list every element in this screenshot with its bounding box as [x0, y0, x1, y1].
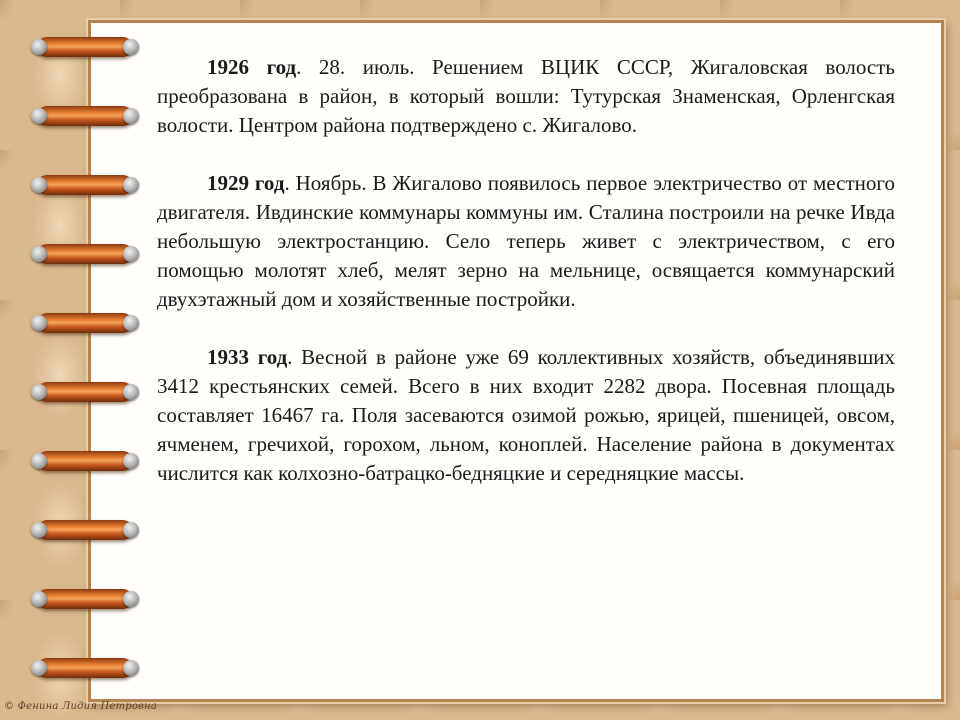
- paragraph-body: . 28. июль. Решением ВЦИК СССР, Жигаловская волость преобразована в район, в который вошли: Тутурская Знаменская, Орленгская волости. Центром района подтверждено с. Жигалово.: [157, 55, 895, 137]
- paragraph-body: . Весной в районе уже 69 коллективных хозяйств, объединявших 3412 крестьянских семей. Всего в них входит 2282 двора. Посевная площадь составляет 16467 га. Поля засеваются озимой рожью, ярицей, пшеницей, овсом, ячменем, гречихой, горохом, льном, коноплей. Население района в документах числится как колхозно-батрацко-бедняцкие и середняцкие массы.: [157, 345, 896, 485]
- paragraph-1926: [157, 53, 895, 140]
- paragraph-1933: [157, 343, 895, 488]
- binding-ring: [37, 175, 133, 195]
- binding-ring: [37, 244, 133, 264]
- year-heading: 1929 год: [207, 171, 285, 195]
- binding-ring: [37, 313, 133, 333]
- paragraph-body: . Ноябрь. В Жигалово появилось первое электричество от местного двигателя. Ивдинские коммунары коммуны им. Сталина построили на речке Ивда небольшую электростанцию. Село теперь живет с электричеством, с его помощью молотят хлеб, мелят зерно на мельнице, освящается коммунарский двухэтажный дом и хозяйственные постройки.: [157, 171, 896, 311]
- binding-ring: [37, 451, 133, 471]
- binding-ring: [37, 37, 133, 57]
- author-credit: © Фенина Лидия Петровна: [4, 701, 158, 712]
- paragraph-1929: [157, 169, 895, 314]
- page-text: [157, 53, 895, 517]
- binding-ring: [37, 520, 133, 540]
- binding-ring: [37, 106, 133, 126]
- binding-ring: [37, 382, 133, 402]
- binding-ring: [37, 658, 133, 678]
- year-heading: 1926 год: [207, 55, 297, 79]
- year-heading: 1933 год: [207, 345, 288, 369]
- binding-ring: [37, 589, 133, 609]
